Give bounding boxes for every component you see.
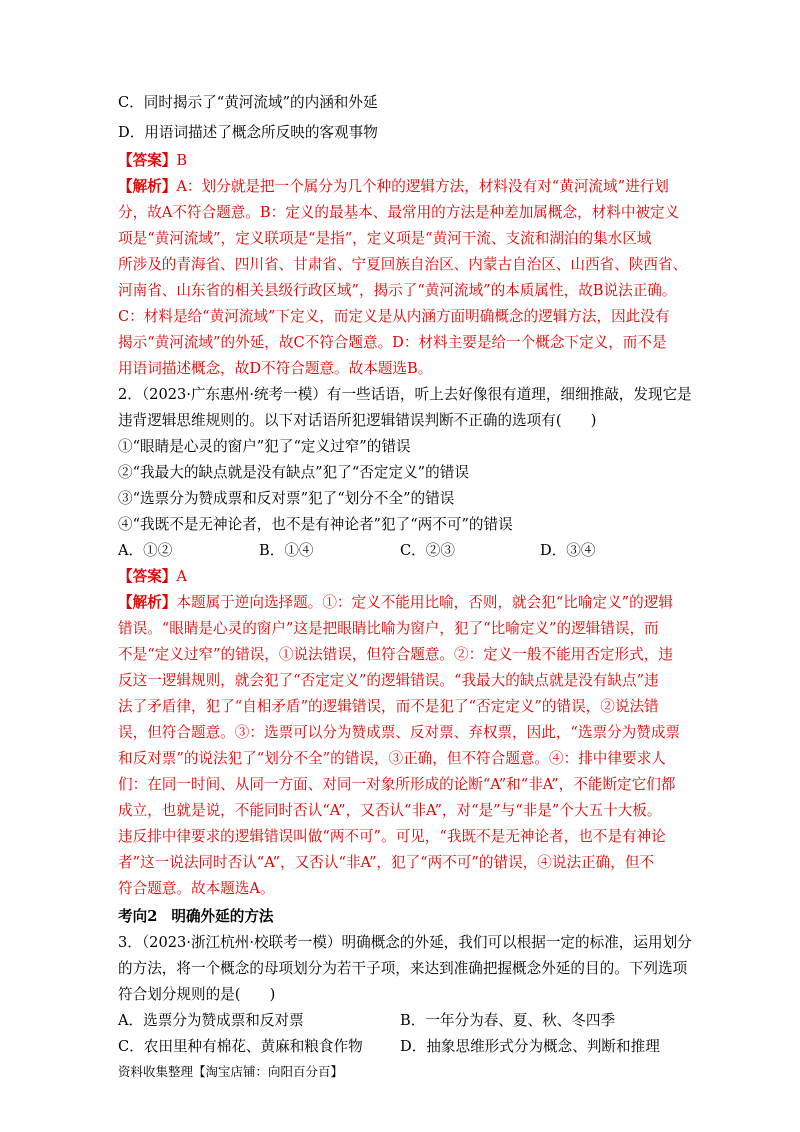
q2-stem: 2．（2023·广东惠州·统考一模）有一些话语，听上去好像很有道理，细细推敲，发现它是 bbox=[118, 386, 692, 403]
answer-value: B bbox=[176, 152, 188, 169]
q2-analysis-line: 者”这一说法同时否认“A”，又否认“非A”，犯了“两不可”的错误，④说法正确，但不 bbox=[118, 854, 655, 871]
page-footer: 资料收集整理【淘宝店铺：向阳百分百】 bbox=[118, 1064, 344, 1079]
q1-analysis-line: 所涉及的青海省、四川省、甘肃省、宁夏回族自治区、内蒙古自治区、山西省、陕西省、 bbox=[118, 256, 688, 273]
q2-item: ③“选票分为赞成票和反对票”犯了“划分不全”的错误 bbox=[118, 490, 455, 507]
answer-tag: 【答案】 bbox=[118, 152, 177, 169]
q1-analysis-line: 项是“黄河流域”，定义联项是“是指”，定义项是“黄河干流、支流和湖泊的集水区域 bbox=[118, 230, 652, 247]
q2-analysis-line: 反这一逻辑规则，就会犯了“否定定义”的逻辑错误。“我最大的缺点就是没有缺点”违 bbox=[118, 672, 659, 689]
q1-analysis-line: 分，故A不符合题意。B：定义的最基本、最常用的方法是种差加属概念，材料中被定义 bbox=[118, 204, 680, 221]
answer-tag: 【答案】 bbox=[118, 568, 177, 585]
q3-option-d: D．抽象思维形式分为概念、判断和推理 bbox=[400, 1038, 660, 1055]
answer-value: A bbox=[176, 568, 187, 585]
q3-option-c: C．农田里种有棉花、黄麻和粮食作物 bbox=[118, 1038, 363, 1055]
q2-analysis-line: 和反对票”的说法犯了“划分不全”的错误，③正确，但不符合题意。④：排中律要求人 bbox=[118, 750, 666, 767]
q2-analysis-line bbox=[118, 593, 688, 613]
q2-analysis-line: 法了矛盾律，犯了“自相矛盾”的逻辑错误，而不是犯了“否定定义”的错误，②说法错 bbox=[118, 698, 659, 715]
q2-analysis-line: 错误。“眼睛是心灵的窗户”这是把眼睛比喻为窗户，犯了“比喻定义”的逻辑错误，而 bbox=[118, 620, 659, 637]
q1-option-d: D．用语词描述了概念所反映的客观事物 bbox=[118, 124, 378, 141]
q3-options-row-1 bbox=[118, 1011, 688, 1031]
analysis-tag: 【解析】 bbox=[118, 178, 177, 195]
section-label: 考向2 bbox=[118, 908, 158, 925]
q3-option-a: A．选票分为赞成票和反对票 bbox=[118, 1012, 304, 1029]
q2-item: ①“眼睛是心灵的窗户”犯了“定义过窄”的错误 bbox=[118, 438, 411, 455]
q1-analysis-line bbox=[118, 177, 688, 197]
q3-stem: 符合划分规则的是( ) bbox=[118, 986, 276, 1003]
q3-stem: 的方法，将一个概念的母项划分为若干子项，来达到准确把握概念外延的目的。下列选项 bbox=[118, 960, 688, 977]
q2-answer bbox=[118, 567, 688, 587]
section-title: 明确外延的方法 bbox=[171, 908, 274, 925]
q2-option-a: A．①② bbox=[118, 542, 173, 559]
q2-analysis-line: 符合题意。故本题选A。 bbox=[118, 880, 275, 897]
q2-stem: 违背逻辑思维规则的。以下对话语所犯逻辑错误判断不正确的选项有( ) bbox=[118, 412, 597, 429]
q3-options-row-2 bbox=[118, 1037, 688, 1057]
q2-analysis-line: 违反排中律要求的逻辑错误叫做“两不可”。可见，“我既不是无神论者，也不是有神论 bbox=[118, 828, 666, 845]
q1-option-c: C．同时揭示了“黄河流域”的内涵和外延 bbox=[118, 94, 378, 111]
q2-options-row bbox=[118, 541, 688, 561]
q1-analysis-line: 河南省、山东省的相关县级行政区域”，揭示了“黄河流域”的本质属性，故B说法正确。 bbox=[118, 282, 677, 299]
q1-answer bbox=[118, 151, 688, 171]
q2-analysis-line: 们：在同一时间、从同一方面、对同一对象所形成的论断“A”和“非A”，不能断定它们都 bbox=[118, 776, 676, 793]
q2-analysis-line: 不是“定义过窄”的错误，①说法错误，但符合题意。②：定义一般不能用否定形式，违 bbox=[118, 646, 673, 663]
q2-option-d: D．③④ bbox=[540, 542, 596, 559]
q2-item: ④“我既不是无神论者，也不是有神论者”犯了“两不可”的错误 bbox=[118, 516, 513, 533]
q1-analysis-line: C：材料是给“黄河流域”下定义，而定义是从内涵方面明确概念的逻辑方法，因此没有 bbox=[118, 308, 670, 325]
q2-option-c: C．②③ bbox=[400, 542, 455, 559]
q2-option-b: B．①④ bbox=[259, 542, 314, 559]
q3-stem: 3．（2023·浙江杭州·校联考一模）明确概念的外延，我们可以根据一定的标准，运用划分 bbox=[118, 934, 692, 951]
analysis-tag: 【解析】 bbox=[118, 594, 177, 611]
section-heading bbox=[118, 907, 688, 927]
analysis-text: 本题属于逆向选择题。①：定义不能用比喻，否则，就会犯“比喻定义”的逻辑 bbox=[176, 594, 673, 611]
q1-analysis-line: 揭示“黄河流域”的外延，故C不符合题意。D：材料主要是给一个概念下定义，而不是 bbox=[118, 334, 667, 351]
q3-option-b: B．一年分为春、夏、秋、冬四季 bbox=[400, 1012, 616, 1029]
q2-analysis-line: 成立，也就是说，不能同时否认“A”，又否认“非A”，对“是”与“非是”个大五十大板。 bbox=[118, 802, 662, 819]
q2-item: ②“我最大的缺点就是没有缺点”犯了“否定定义”的错误 bbox=[118, 464, 469, 481]
analysis-text: A：划分就是把一个属分为几个种的逻辑方法，材料没有对“黄河流域”进行划 bbox=[176, 178, 669, 195]
q1-analysis-line: 用语词描述概念，故D不符合题意。故本题选B。 bbox=[118, 360, 433, 377]
q2-analysis-line: 误，但符合题意。③：选票可以分为赞成票、反对票、弃权票，因此，“选票分为赞成票 bbox=[118, 724, 681, 741]
